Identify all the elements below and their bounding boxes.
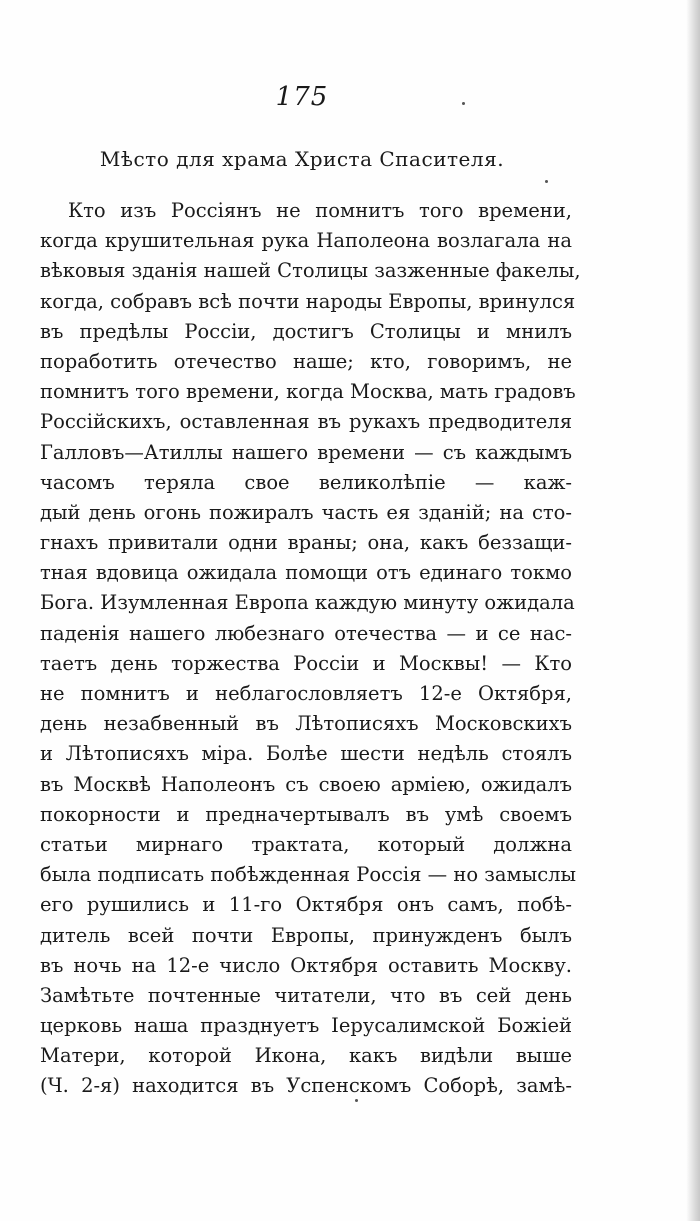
text-line: Бога. Изумленная Европа каждую минуту ожидала: [40, 591, 575, 615]
text-line: была подписать побѣжденная Россія — но замыслы: [40, 863, 577, 887]
text-line: Россійскихъ, оставленная въ рукахъ предводителя: [40, 410, 572, 434]
ink-speck: [545, 180, 548, 183]
text-line: статьи мирнаго трактата, который должна: [40, 832, 572, 856]
text-line: покорности и предначертывалъ въ умѣ своемъ: [40, 802, 572, 826]
text-line: въ ночь на 12-е число Октября оставить Москву.: [40, 953, 572, 977]
text-line: таетъ день торжества Россіи и Москвы! — Кто: [40, 651, 572, 675]
text-line: тная вдовица ожидала помощи отъ единаго токмо: [40, 561, 572, 585]
text-line: Матери, которой Икона, какъ видѣли выше: [40, 1044, 572, 1068]
text-line: дитель всей почти Европы, принужденъ былъ: [40, 923, 572, 947]
text-line: Кто изъ Россіянъ не помнитъ того времени,: [68, 199, 572, 222]
text-line: церковь наша празднуетъ Іерусалимской Божіей: [40, 1014, 572, 1038]
page-number: 175: [275, 82, 329, 112]
text-line: не помнитъ и неблагословляетъ 12-е Октября,: [40, 682, 572, 705]
text-line: день незабвенный въ Лѣтописяхъ Московскихъ: [40, 712, 572, 736]
text-line: когда крушительная рука Наполеона возлагала на: [40, 229, 572, 253]
text-line: Замѣтьте почтенные читатели, что въ сей день: [40, 983, 572, 1007]
text-line: вѣковыя зданія нашей Столицы зазженные факелы,: [40, 259, 581, 283]
text-line: его рушились и 11-го Октября онъ самъ, побѣ-: [40, 893, 572, 917]
text-line: когда, собравъ всѣ почти народы Европы, вринулся: [40, 289, 576, 313]
text-line: поработить отечество наше; кто, говоримъ, не: [40, 349, 572, 373]
ink-speck: [355, 1099, 358, 1102]
text-line: часомъ теряла свое великолѣпіе — каж-: [40, 470, 572, 494]
text-line: въ Москвѣ Наполеонъ съ своею арміею, ожидалъ: [40, 772, 572, 796]
section-heading: Мѣсто для храма Христа Спасителя.: [99, 147, 505, 171]
ink-speck: [462, 102, 465, 105]
text-line: гнахъ привитали одни враны; она, какъ беззащи-: [40, 531, 572, 555]
text-line: (Ч. 2-я) находится въ Успенскомъ Соборѣ, замѣ-: [40, 1074, 572, 1098]
text-line: помнитъ того времени, когда Москва, мать градовъ: [40, 380, 576, 404]
body-text: [40, 196, 581, 1102]
page-edge-shadow: [686, 0, 700, 1221]
text-line: въ предѣлы Россіи, достигъ Столицы и мнилъ: [40, 319, 572, 343]
text-line: и Лѣтописяхъ міра. Болѣе шести недѣль стоялъ: [40, 742, 572, 766]
text-line: паденія нашего любезнаго отечества — и се нас-: [40, 621, 572, 645]
text-line: дый день огонь пожиралъ часть ея зданій; на сто-: [40, 500, 572, 524]
text-line: Галловъ—Атиллы нашего времени — съ каждымъ: [40, 440, 572, 464]
